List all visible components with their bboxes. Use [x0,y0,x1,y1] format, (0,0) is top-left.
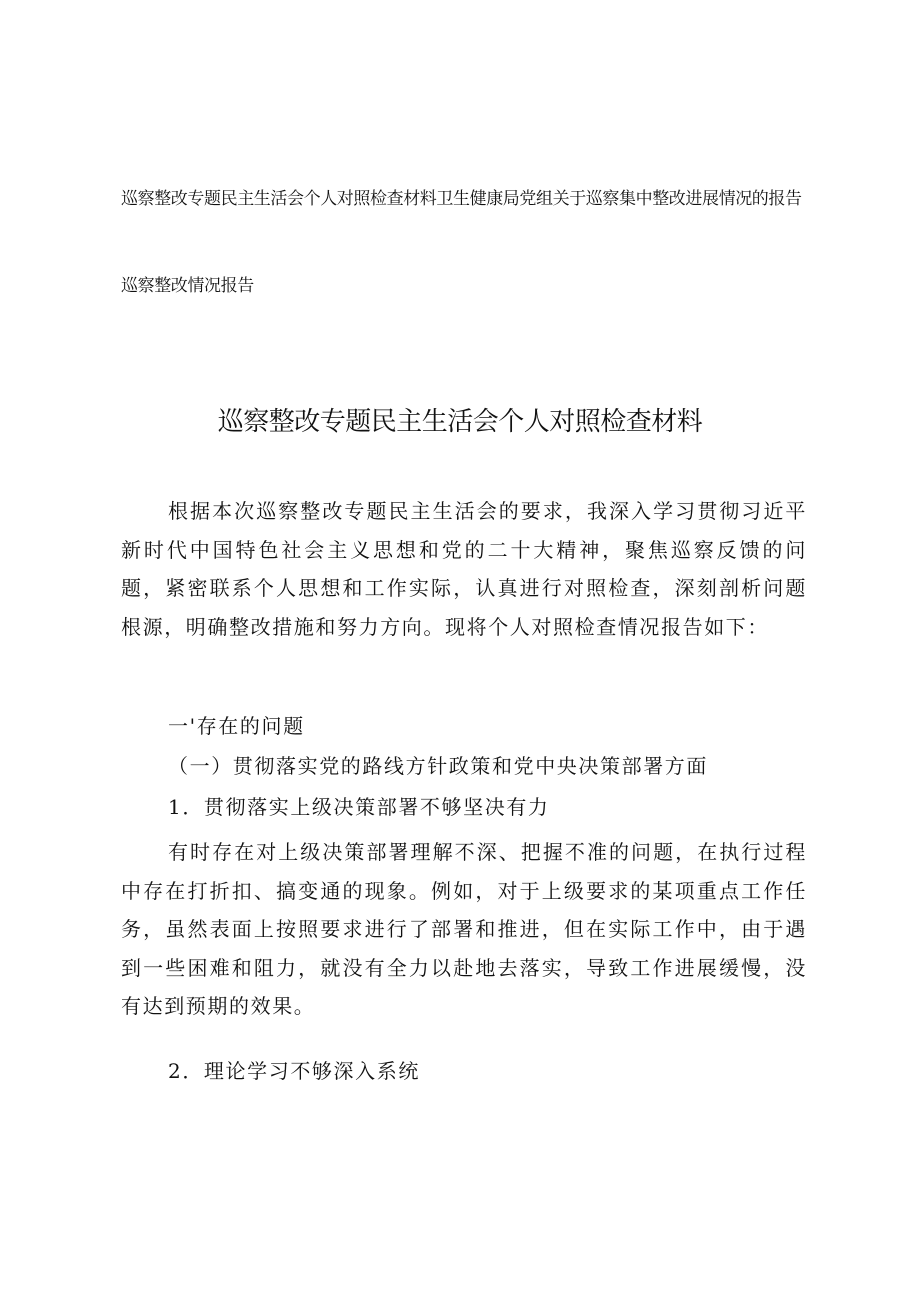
toc-entry-report: 巡察整改专题民主生活会个人对照检查材料卫生健康局党组关于巡察集中整改进展情况的报告 [121,189,802,209]
section-heading: 一'存在的问题 [168,714,305,738]
item-2-heading: 2．理论学习不够深入系统 [168,1059,420,1083]
intro-paragraph: 根据本次巡察整改专题民主生活会的要求，我深入学习贯彻习近平新时代中国特色社会主义思想和党的二十大精神，聚焦巡察反馈的问题，紧密联系个人思想和工作实际，认真进行对照检查，深刻剖析问题根源，明确整改措施和努力方向。现将个人对照检查情况报告如下： [121,499,807,639]
item-1-paragraph: 有时存在对上级决策部署理解不深、把握不准的问题，在执行过程中存在打折扣、搞变通的现象。例如，对于上级要求的某项重点工作任务，虽然表面上按照要求进行了部署和推进，但在实际工作中，由于遇到一些困难和阻力，就没有全力以赴地去落实，导致工作进展缓慢，没有达到预期的效果。 [121,840,807,1018]
toc-entry-rectification: 巡察整改情况报告 [121,276,254,296]
item-1-heading: 1．贯彻落实上级决策部署不够坚决有力 [168,795,550,819]
document-title: 巡察整改专题民主生活会个人对照检查材料 [217,407,703,437]
subsection-heading: （一）贯彻落实党的路线方针政策和党中央决策部署方面 [168,754,708,778]
